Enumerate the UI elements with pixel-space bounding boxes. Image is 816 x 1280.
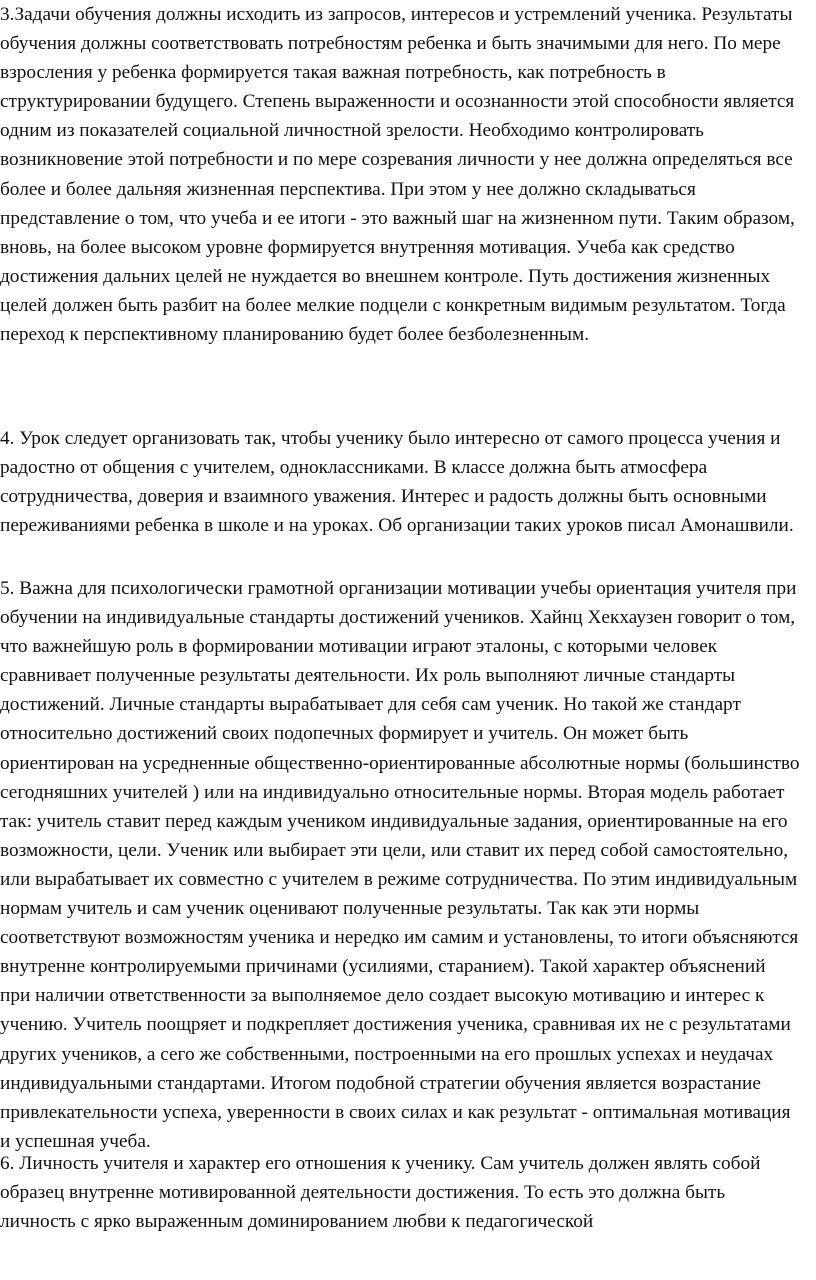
- paragraph-4-lesson-organization: 4. Урок следует организовать так, чтобы ученику было интересно от самого процесса учения и радостно от общения с учителем, одноклассниками. В классе должна быть атмосфера сотрудничества, доверия и взаимного уважения. Интерес и радость должны быть основными переживаниями ребенка в школе и на уроках. Об организации таких уроков писал Амонашвили.: [0, 428, 794, 537]
- paragraph-6-teacher-personality: 6. Личность учителя и характер его отношения к ученику. Сам учитель должен являть собой образец внутренне мотивированной деятельности достижения. То есть это должна быть личность с ярко выраженным доминированием любви к педагогической: [0, 1153, 761, 1233]
- paragraph-3-learning-goals: 3.Задачи обучения должны исходить из запросов, интересов и устремлений ученика. Результаты обучения должны соответствовать потребностям ребенка и быть значимыми для него. По мере взросления у ребенка формируется такая важная потребность, как потребность в структурировании будущего. Степень выраженности и осознанности этой способности является одним из показателей социальной личностной зрелости. Необходимо контролировать возникновение этой потребности и по мере созревания личности у нее должна определяться все более и более дальняя жизненная перспектива. При этом у нее должно складываться представление о том, что учеба и ее итоги - это важный шаг на жизненном пути. Таким образом, вновь, на более высоком уровне формируется внутренняя мотивация. Учеба как средство достижения дальних целей не нуждается во внешнем контроле. Путь достижения жизненных целей должен быть разбит на более мелкие подцели с конкретным видимым результатом. Тогда переход к перспективному планированию будет более безболезненным.: [0, 4, 795, 346]
- paragraph-5-individual-standards: 5. Важна для психологически грамотной организации мотивации учебы ориентация учителя при обучении на индивидуальные стандарты достижений учеников. Хайнц Хекхаузен говорит о том, что важнейшую роль в формировании мотивации играют эталоны, с которыми человек сравнивает полученные результаты деятельности. Их роль выполняют личные стандарты достижений. Личные стандарты вырабатывает для себя сам ученик. Но такой же стандарт относительно достижений своих подопечных формирует и учитель. Он может быть ориентирован на усредненные общественно-ориентированные абсолютные нормы (большинство сегодняшних учителей ) или на индивидуально относительные нормы. Вторая модель работает так: учитель ставит перед каждым учеником индивидуальные задания, ориентированные на его возможности, цели. Ученик или выбирает эти цели, или ставит их перед собой самостоятельно, или вырабатывает их совместно с учителем в режиме сотрудничества. По этим индивидуальным нормам учитель и сам ученик оценивают полученные результаты. Так как эти нормы соответствуют возможностям ученика и нередко им самим и установлены, то итоги объясняются внутренне контролируемыми причинами (усилиями, старанием). Такой характер объяснений при наличии ответственности за выполняемое дело создает высокую мотивацию и интерес к учению. Учитель поощряет и подкрепляет достижения ученика, сравнивая их не с результатами других учеников, а сего же собственными, построенными на его прошлых успехах и неудачах индивидуальными стандартами. Итогом подобной стратегии обучения является возрастание привлекательности успеха, уверенности в своих силах и как результат - оптимальная мотивация и успешная учеба.: [0, 578, 800, 1152]
